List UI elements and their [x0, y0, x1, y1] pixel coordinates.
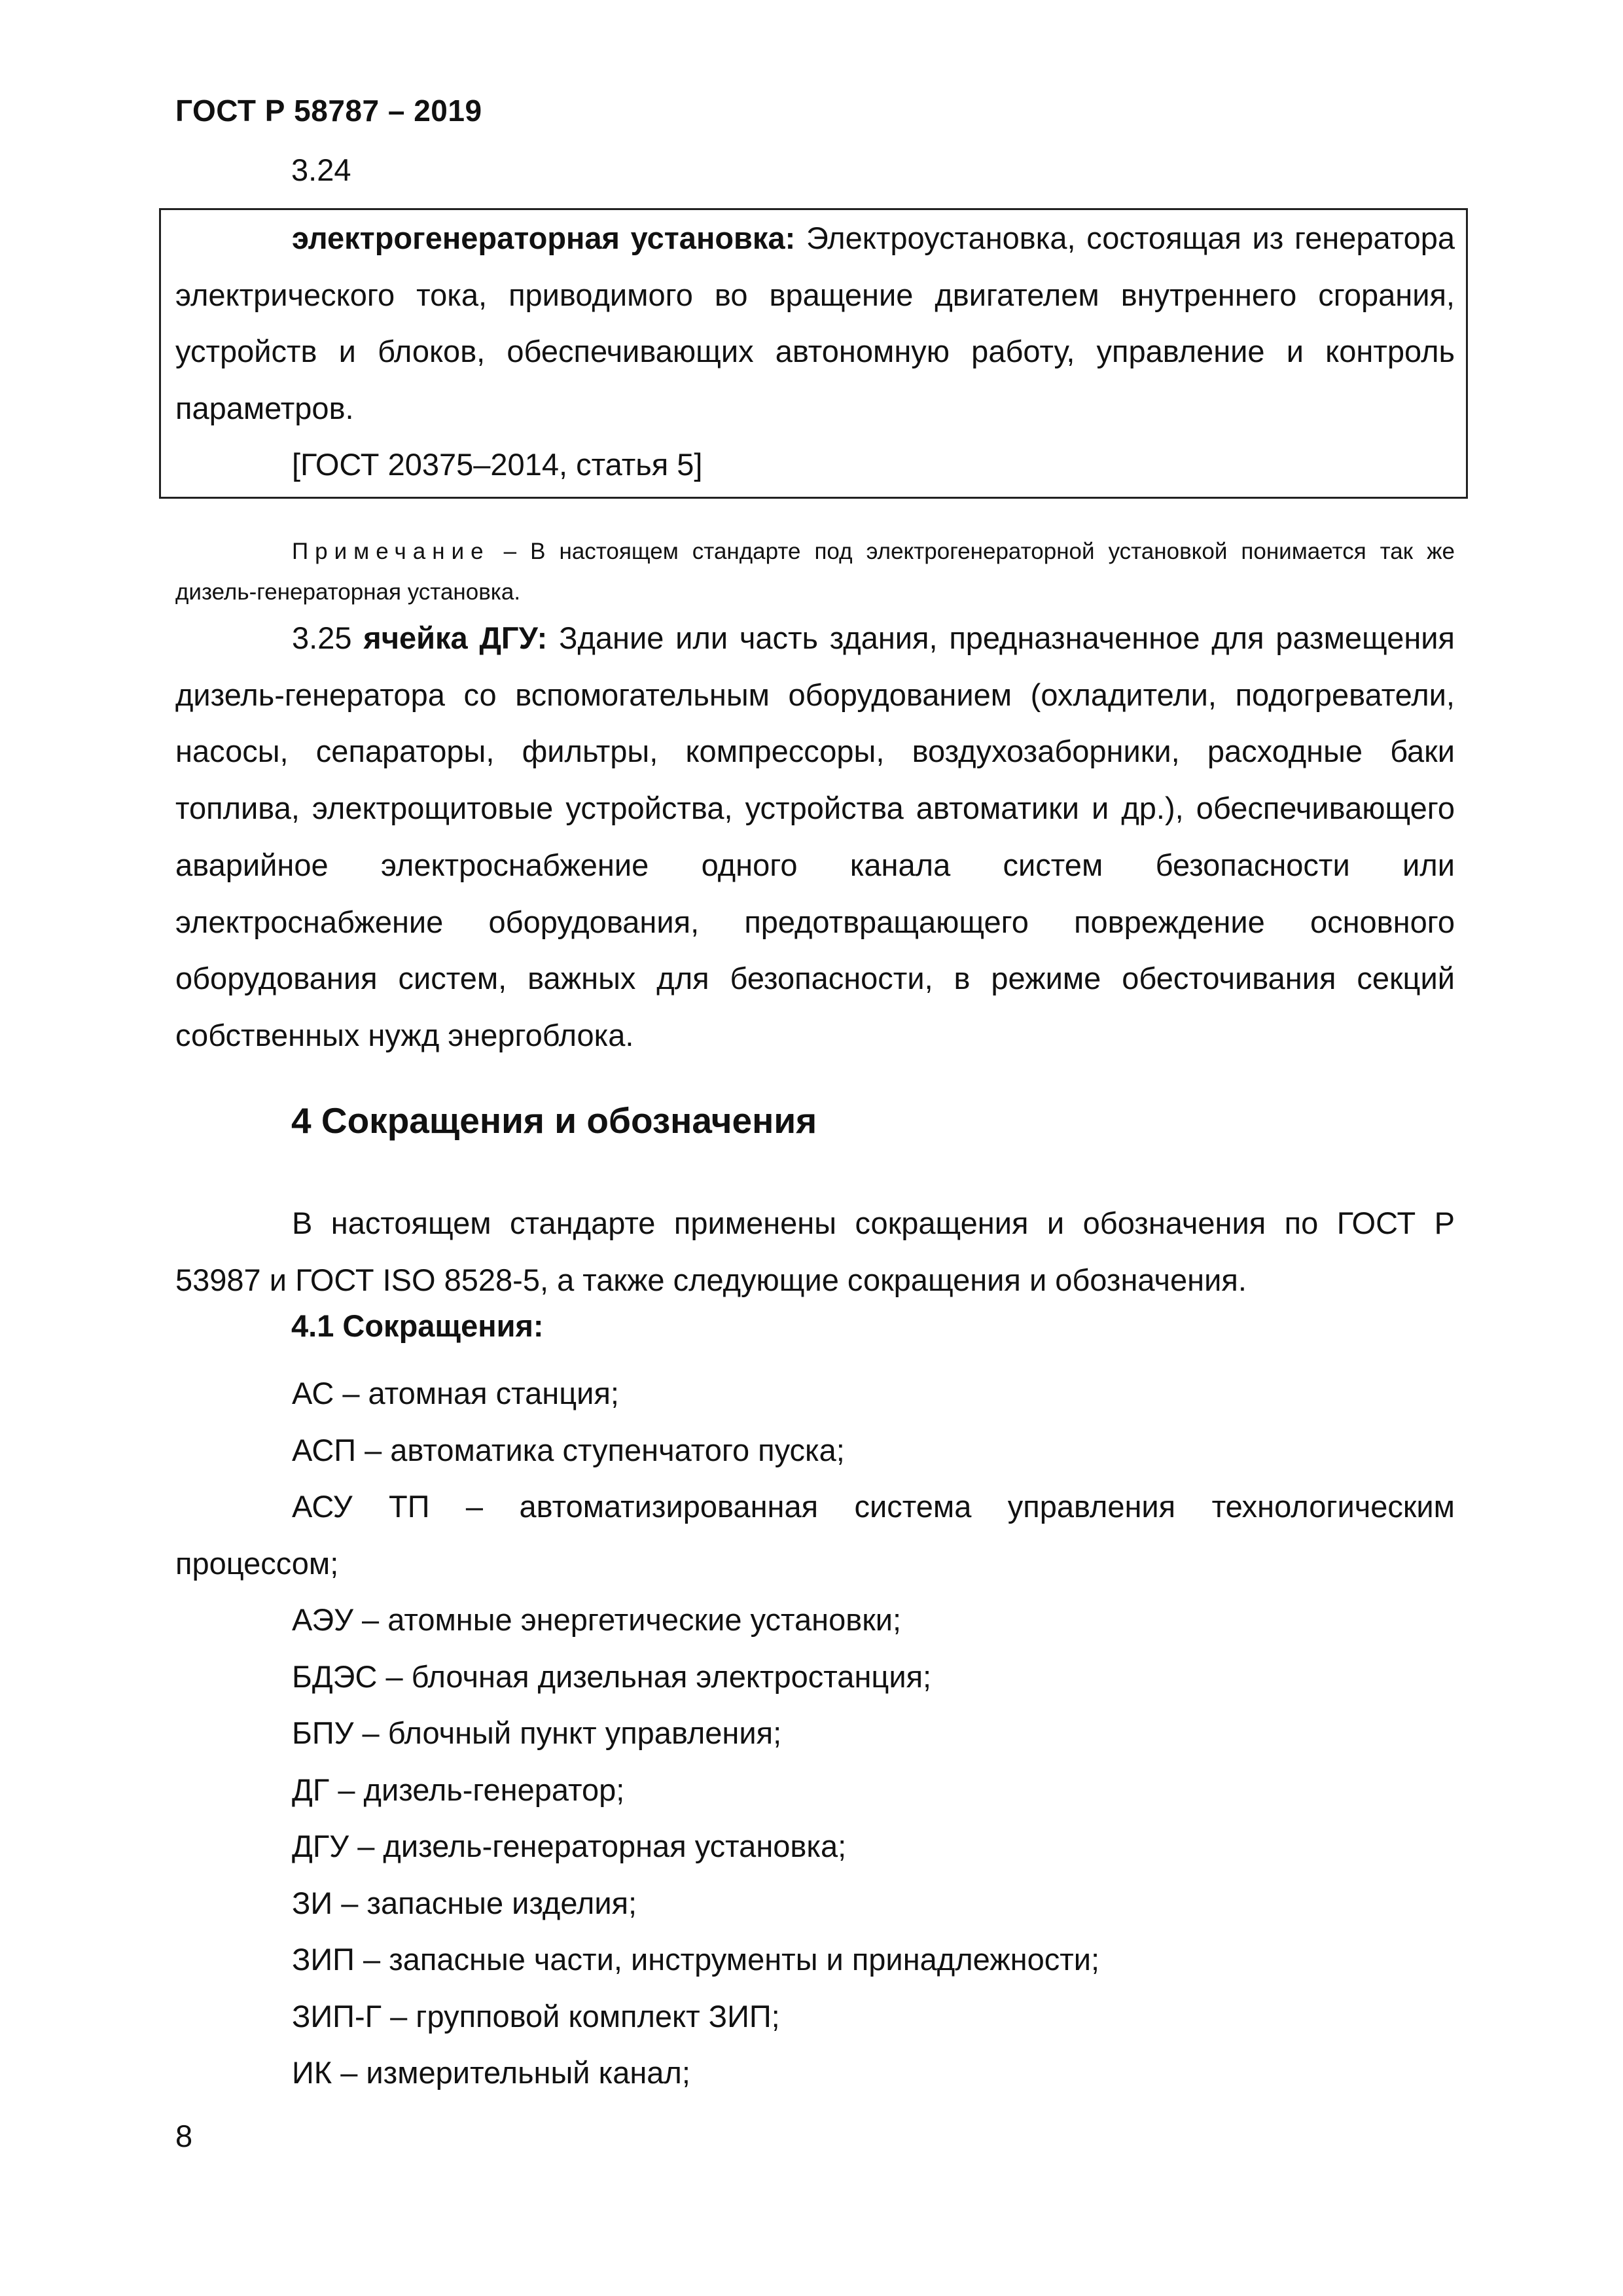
- abbreviation-item: ЗИ – запасные изделия;: [292, 1885, 637, 1920]
- abbreviation-item: ДГ – дизель-генератор;: [292, 1772, 625, 1807]
- note-paragraph: [175, 531, 1455, 613]
- clause-number-3-25: 3.25: [292, 620, 364, 655]
- abbreviation-list: [175, 1365, 1455, 2102]
- note-text: – В настоящем стандарте под электрогенераторной установкой понимается так же дизель-генераторная установка.: [175, 539, 1455, 605]
- abbreviation-item: ИК – измерительный канал;: [292, 2055, 690, 2090]
- abbreviation-item: ЗИП-Г – групповой комплект ЗИП;: [292, 1998, 780, 2034]
- term-definition-3-25: [175, 610, 1455, 1064]
- term-definition-3-24: [175, 210, 1455, 437]
- clause-number-3-24: 3.24: [291, 152, 351, 187]
- document-header: ГОСТ Р 58787 – 2019: [175, 94, 482, 128]
- term-name: электрогенераторная установка:: [292, 221, 796, 255]
- term-definition-text: Здание или часть здания, предназначенное для размещения дизель-генератора со вспомогательным оборудованием (охладители, подогреватели, насосы, сепараторы, фильтры, компрессоры, воздухозаборники, расходные баки топлива, электрощитовые устройства, устройства автоматики и др.), обеспечивающего аварийное электроснабжение одного канала систем безопасности или электроснабжение оборудования, предотвращающего повреждение основного оборудования систем, важных для безопасности, в режиме обесточивания секций собственных нужд энергоблока.: [175, 620, 1455, 1052]
- abbreviation-item: БПУ – блочный пункт управления;: [292, 1715, 782, 1750]
- abbreviation-item: АС – атомная станция;: [292, 1376, 619, 1410]
- section-intro-paragraph: В настоящем стандарте применены сокращения и обозначения по ГОСТ Р 53987 и ГОСТ ISO 8528-5, а также следующие сокращения и обозначения.: [175, 1206, 1455, 1297]
- section-title: 4 Сокращения и обозначения: [291, 1100, 817, 1141]
- term-definition-box: [159, 208, 1468, 499]
- abbreviation-item: АСУ ТП – автоматизированная система управления технологическим процессом;: [175, 1489, 1455, 1581]
- abbreviation-item: ДГУ – дизель-генераторная установка;: [292, 1829, 847, 1863]
- abbreviation-item: АСП – автоматика ступенчатого пуска;: [292, 1432, 845, 1467]
- abbreviation-item: АЭУ – атомные энергетические установки;: [292, 1602, 902, 1637]
- page-number: 8: [175, 2119, 193, 2153]
- subsection-title: 4.1 Сокращения:: [291, 1308, 544, 1343]
- abbreviation-item: БДЭС – блочная дизельная электростанция;: [292, 1659, 932, 1694]
- term-name: ячейка ДГУ:: [363, 620, 548, 655]
- abbreviation-item: ЗИП – запасные части, инструменты и принадлежности;: [292, 1942, 1100, 1977]
- term-definition-text: Электроустановка, состоящая из генератора электрического тока, приводимого во вращение двигателем внутреннего сгорания, устройств и блоков, обеспечивающих автономную работу, управление и контроль параметров.: [175, 221, 1455, 425]
- note-label: Примечание: [292, 539, 490, 564]
- term-source-reference: [ГОСТ 20375–2014, статья 5]: [292, 447, 703, 482]
